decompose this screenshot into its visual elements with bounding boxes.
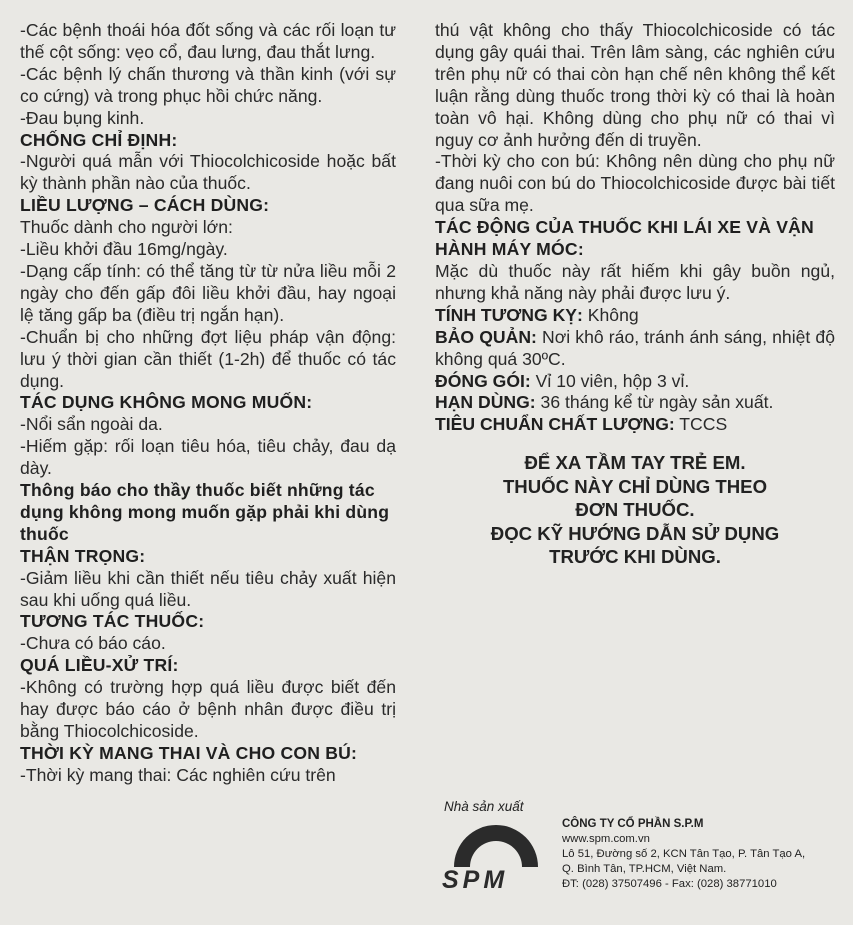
paragraph: -Hiếm gặp: rối loạn tiêu hóa, tiêu chảy, đau dạ dày. bbox=[20, 436, 396, 479]
field-value: TCCS bbox=[674, 414, 728, 435]
field-value: Vỉ 10 viên, hộp 3 vỉ. bbox=[530, 370, 690, 391]
field-label: TÍNH TƯƠNG KỴ: bbox=[435, 304, 583, 325]
paragraph: -Các bệnh lý chấn thương và thần kinh (với sự co cứng) và trong phục hồi chức năng. bbox=[20, 63, 396, 106]
left-column bbox=[20, 20, 396, 787]
field-label: BẢO QUẢN: bbox=[435, 326, 537, 347]
paragraph: -Thời kỳ mang thai: Các nghiên cứu trên bbox=[20, 764, 336, 785]
section-heading: TÁC DỤNG KHÔNG MONG MUỐN: bbox=[20, 392, 313, 413]
paragraph: -Nổi sẩn ngoài da. bbox=[20, 414, 163, 435]
field-value: 36 tháng kể từ ngày sản xuất. bbox=[535, 392, 774, 413]
section-heading: QUÁ LIỀU-XỬ TRÍ: bbox=[20, 655, 179, 676]
warning-line: ĐỂ XA TẦM TAY TRẺ EM. bbox=[524, 452, 746, 474]
section-heading: Thông báo cho thầy thuốc biết những tác dụng không mong muốn gặp phải khi dùng thuốc bbox=[20, 480, 390, 544]
paragraph: Mặc dù thuốc này rất hiếm khi gây buồn ngủ, nhưng khả năng này phải được lưu ý. bbox=[435, 260, 835, 303]
labeled-field bbox=[435, 414, 835, 436]
company-info bbox=[562, 817, 805, 892]
section-heading: CHỐNG CHỈ ĐỊNH: bbox=[20, 129, 178, 150]
paragraph: -Liều khởi đầu 16mg/ngày. bbox=[20, 239, 228, 260]
paragraph: thú vật không cho thấy Thiocolchicoside có tác dụng gây quái thai. Trên lâm sàng, các nghiên cứu trên phụ nữ có thai còn hạn chế nên không thể kết luận rằng dùng thuốc trong thời kỳ có thai là hoàn toàn vô hại. Không dùng cho phụ nữ có thai vì nguy cơ ảnh hưởng đến di truyền. bbox=[435, 20, 835, 150]
right-column-body bbox=[435, 20, 835, 436]
section-heading: THỜI KỲ MANG THAI VÀ CHO CON BÚ: bbox=[20, 742, 358, 763]
labeled-field bbox=[435, 371, 835, 393]
section-heading: TƯƠNG TÁC THUỐC: bbox=[20, 611, 205, 632]
paragraph: -Thời kỳ cho con bú: Không nên dùng cho phụ nữ đang nuôi con bú do Thiocolchicoside được bài tiết qua sữa mẹ. bbox=[435, 151, 835, 216]
right-column bbox=[435, 20, 835, 570]
warning-block bbox=[435, 452, 835, 568]
field-label: HẠN DÙNG: bbox=[435, 392, 536, 413]
field-label: ĐÓNG GÓI: bbox=[435, 370, 531, 391]
paragraph: Thuốc dành cho người lớn: bbox=[20, 217, 233, 238]
spm-logo-icon bbox=[440, 815, 562, 890]
company-name: CÔNG TY CỔ PHẦN S.P.M bbox=[562, 818, 704, 830]
field-value: Không bbox=[582, 304, 639, 325]
labeled-field bbox=[435, 305, 835, 327]
warning-line: ĐƠN THUỐC. bbox=[575, 499, 695, 521]
labeled-field bbox=[435, 327, 835, 371]
paragraph: -Không có trường hợp quá liều được biết đến hay được báo cáo ở bệnh nhân được điều trị bằng Thiocolchicoside. bbox=[20, 677, 396, 741]
field-value: Nơi khô ráo, tránh ánh sáng, nhiệt độ không quá 30ºC. bbox=[435, 326, 835, 369]
section-heading: THẬN TRỌNG: bbox=[20, 545, 146, 566]
paragraph: -Giảm liều khi cần thiết nếu tiêu chảy xuất hiện sau khi uống quá liều. bbox=[20, 567, 396, 610]
warning-line: ĐỌC KỸ HƯỚNG DẪN SỬ DỤNG bbox=[490, 522, 780, 544]
warning-line: TRƯỚC KHI DÙNG. bbox=[549, 546, 721, 568]
paragraph: -Chưa có báo cáo. bbox=[20, 633, 166, 654]
section-heading: TÁC ĐỘNG CỦA THUỐC KHI LÁI XE VÀ VẬN HÀNH MÁY MÓC: bbox=[435, 217, 814, 260]
paragraph: -Đau bụng kinh. bbox=[20, 107, 145, 128]
field-label: TIÊU CHUẨN CHẤT LƯỢNG: bbox=[435, 414, 675, 435]
company-website: www.spm.com.vn bbox=[562, 832, 650, 845]
section-heading: LIỀU LƯỢNG – CÁCH DÙNG: bbox=[20, 195, 270, 216]
paragraph: -Người quá mẫn với Thiocolchicoside hoặc bất kỳ thành phần nào của thuốc. bbox=[20, 151, 396, 194]
manufacturer-block bbox=[440, 815, 840, 895]
company-phone: ĐT: (028) 37507496 - Fax: (028) 38771010 bbox=[562, 877, 777, 890]
labeled-field bbox=[435, 392, 835, 414]
warning-line: THUỐC NÀY CHỈ DÙNG THEO bbox=[502, 475, 768, 497]
paragraph: -Chuẩn bị cho những đợt liệu pháp vận động: lưu ý thời gian cần thiết (1-2h) để thuốc có tác dụng. bbox=[20, 326, 396, 391]
company-address-line-1: Lô 51, Đường số 2, KCN Tân Tạo, P. Tân Tạo A, bbox=[562, 847, 806, 860]
logo-text: SPM bbox=[442, 866, 509, 890]
paragraph: -Các bệnh thoái hóa đốt sống và các rối loạn tư thế cột sống: vẹo cổ, đau lưng, đau thắt lưng. bbox=[20, 20, 396, 62]
manufacturer-label: Nhà sản xuất bbox=[444, 799, 524, 814]
paragraph: -Dạng cấp tính: có thể tăng từ từ nửa liều mỗi 2 ngày cho đến gấp đôi liều khởi đầu, hay ngoại lệ tăng gấp ba (điều trị ngắn hạn). bbox=[20, 260, 396, 325]
company-address-line-2: Q. Bình Tân, TP.HCM, Việt Nam. bbox=[562, 862, 727, 875]
